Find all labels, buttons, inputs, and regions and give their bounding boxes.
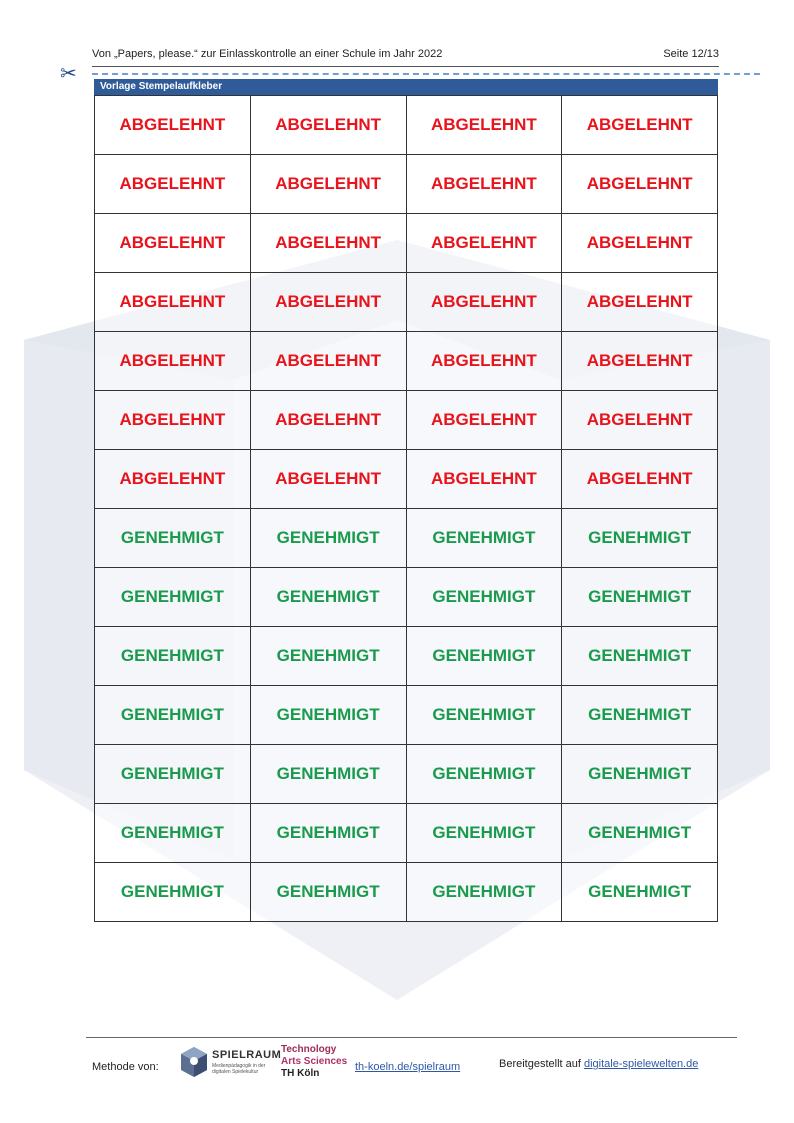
stamp-rejected: ABGELEHNT	[562, 332, 718, 391]
stamp-rejected: ABGELEHNT	[95, 391, 251, 450]
stamp-rejected: ABGELEHNT	[406, 332, 562, 391]
stamp-approved: GENEHMIGT	[95, 627, 251, 686]
stamp-approved: GENEHMIGT	[562, 627, 718, 686]
stamp-row	[95, 863, 718, 922]
stamp-approved: GENEHMIGT	[406, 627, 562, 686]
page-number: Seite 12/13	[663, 48, 719, 60]
page-footer	[0, 1040, 794, 1100]
spielraum-subtitle: Medienpädagogik in der digitalen Spielekultur	[212, 1063, 266, 1075]
stamp-row	[95, 450, 718, 509]
stamp-approved: GENEHMIGT	[562, 804, 718, 863]
stamp-rejected: ABGELEHNT	[95, 96, 251, 155]
th-line-arts: Arts Sciences	[281, 1056, 348, 1067]
stamp-row	[95, 273, 718, 332]
page-header	[92, 48, 719, 67]
stamp-row	[95, 332, 718, 391]
stamp-rejected: ABGELEHNT	[406, 450, 562, 509]
spielraum-name: SPIELRAUM	[212, 1049, 282, 1061]
stamp-rejected: ABGELEHNT	[562, 214, 718, 273]
th-koeln-link[interactable]: th-koeln.de/spielraum	[355, 1061, 461, 1073]
stamp-approved: GENEHMIGT	[95, 804, 251, 863]
stamp-row	[95, 509, 718, 568]
stamp-rejected: ABGELEHNT	[406, 96, 562, 155]
stamp-rejected: ABGELEHNT	[406, 214, 562, 273]
stamp-row	[95, 155, 718, 214]
stamp-rejected: ABGELEHNT	[95, 214, 251, 273]
spielraum-logo	[180, 1046, 282, 1082]
stamp-approved: GENEHMIGT	[95, 686, 251, 745]
stamp-approved: GENEHMIGT	[562, 686, 718, 745]
document-title: Von „Papers, please.“ zur Einlasskontrolle an einer Schule im Jahr 2022	[92, 48, 443, 60]
spielewelten-link[interactable]: digitale-spielewelten.de	[584, 1058, 699, 1070]
stamp-rejected: ABGELEHNT	[250, 450, 406, 509]
stamp-approved: GENEHMIGT	[95, 745, 251, 804]
stamp-row	[95, 804, 718, 863]
stamp-row	[95, 214, 718, 273]
stamp-approved: GENEHMIGT	[406, 509, 562, 568]
stamp-rejected: ABGELEHNT	[95, 450, 251, 509]
stamp-row	[95, 96, 718, 155]
stamp-approved: GENEHMIGT	[250, 627, 406, 686]
stamp-approved: GENEHMIGT	[95, 863, 251, 922]
stamp-approved: GENEHMIGT	[562, 568, 718, 627]
stamp-approved: GENEHMIGT	[562, 745, 718, 804]
stamp-approved: GENEHMIGT	[406, 745, 562, 804]
stamp-rejected: ABGELEHNT	[406, 391, 562, 450]
stamp-approved: GENEHMIGT	[95, 509, 251, 568]
stamp-approved: GENEHMIGT	[250, 804, 406, 863]
stamp-approved: GENEHMIGT	[95, 568, 251, 627]
stamp-rejected: ABGELEHNT	[250, 214, 406, 273]
stamp-rejected: ABGELEHNT	[562, 155, 718, 214]
stamp-rejected: ABGELEHNT	[562, 96, 718, 155]
stamp-rejected: ABGELEHNT	[250, 155, 406, 214]
stamp-rejected: ABGELEHNT	[250, 96, 406, 155]
stamp-row	[95, 391, 718, 450]
stamp-rejected: ABGELEHNT	[406, 273, 562, 332]
section-title: Vorlage Stempelaufkleber	[94, 79, 718, 95]
stamp-approved: GENEHMIGT	[250, 686, 406, 745]
stamp-rejected: ABGELEHNT	[250, 273, 406, 332]
stamp-sticker-grid	[94, 95, 718, 922]
th-line-koeln: TH Köln	[281, 1068, 320, 1079]
stamp-row	[95, 686, 718, 745]
stamp-approved: GENEHMIGT	[406, 804, 562, 863]
spielraum-cube-icon	[180, 1046, 208, 1078]
scissors-icon: ✂	[60, 63, 77, 85]
provided-label: Bereitgestellt auf	[499, 1058, 581, 1070]
stamp-approved: GENEHMIGT	[562, 509, 718, 568]
th-line-technology: Technology	[281, 1044, 337, 1055]
stamp-rejected: ABGELEHNT	[562, 273, 718, 332]
stamp-rejected: ABGELEHNT	[562, 391, 718, 450]
stamp-rejected: ABGELEHNT	[95, 332, 251, 391]
stamp-approved: GENEHMIGT	[250, 568, 406, 627]
stamp-rejected: ABGELEHNT	[406, 155, 562, 214]
stamp-approved: GENEHMIGT	[406, 863, 562, 922]
th-koeln-logo	[281, 1044, 351, 1080]
stamp-row	[95, 745, 718, 804]
footer-divider	[86, 1037, 737, 1038]
stamp-rejected: ABGELEHNT	[250, 332, 406, 391]
stamp-rejected: ABGELEHNT	[250, 391, 406, 450]
stamp-rejected: ABGELEHNT	[95, 273, 251, 332]
stamp-approved: GENEHMIGT	[250, 509, 406, 568]
method-label: Methode von:	[92, 1061, 159, 1073]
stamp-approved: GENEHMIGT	[406, 568, 562, 627]
stamp-row	[95, 568, 718, 627]
stamp-rejected: ABGELEHNT	[562, 450, 718, 509]
cut-line	[92, 73, 760, 75]
stamp-row	[95, 627, 718, 686]
stamp-approved: GENEHMIGT	[562, 863, 718, 922]
provided-by	[499, 1058, 698, 1070]
stamp-approved: GENEHMIGT	[406, 686, 562, 745]
stamp-rejected: ABGELEHNT	[95, 155, 251, 214]
stamp-approved: GENEHMIGT	[250, 863, 406, 922]
stamp-approved: GENEHMIGT	[250, 745, 406, 804]
